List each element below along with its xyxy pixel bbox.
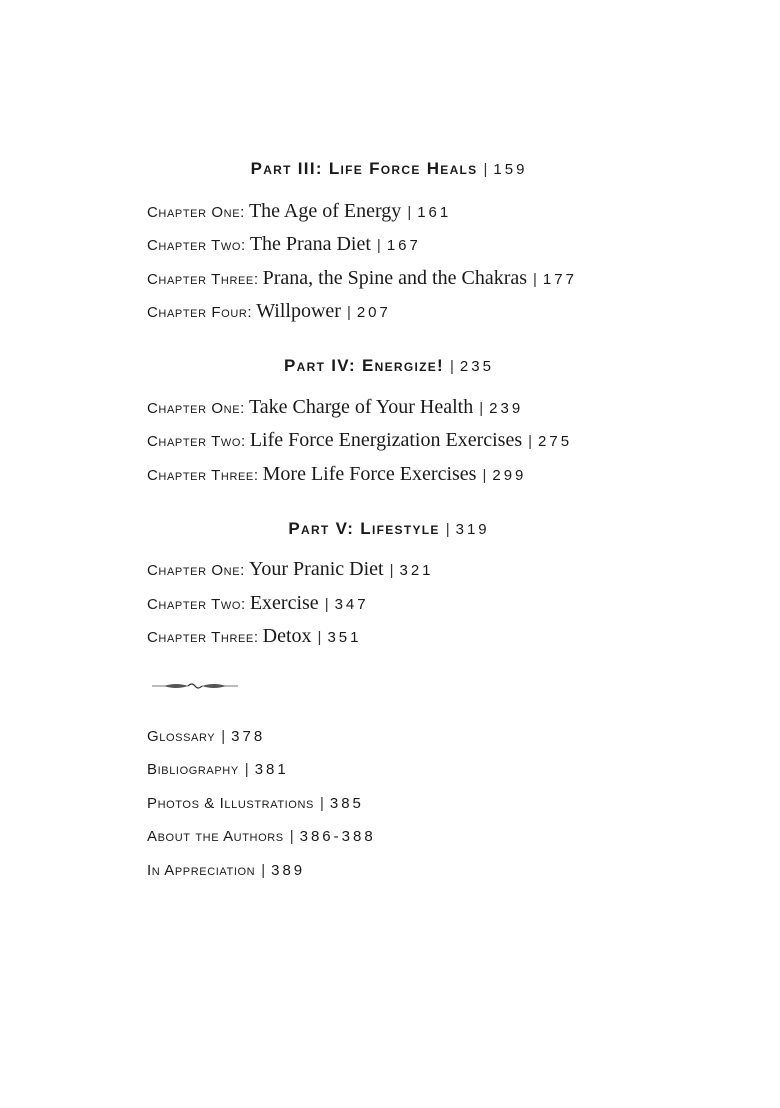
chapter-entry[interactable] [147,265,577,291]
chapter-label: Chapter Two: [147,596,246,613]
page-number: 381 [254,761,289,778]
chapter-entry[interactable] [147,298,391,324]
chapter-title: More Life Force Exercises [262,463,477,485]
chapter-title: Prana, the Spine and the Chakras [262,267,528,289]
chapter-label: Chapter One: [147,562,245,579]
separator: | [450,358,454,375]
chapter-label: Chapter Two: [147,433,246,450]
page-number: 235 [459,358,494,375]
back-matter-entry[interactable] [147,858,305,884]
chapter-entry[interactable] [147,623,361,649]
separator: | [244,761,249,778]
chapter-label: Chapter One: [147,400,245,417]
separator: | [482,467,487,484]
back-matter-title: Glossary [147,728,216,745]
separator: | [289,828,294,845]
separator: | [324,596,329,613]
back-matter-entry[interactable] [147,757,289,783]
chapter-entry[interactable] [147,427,572,453]
separator: | [346,304,351,321]
page-number: 177 [542,271,577,288]
page-number: 275 [538,433,573,450]
page-number: 207 [356,304,391,321]
chapter-title: Life Force Energization Exercises [249,429,523,451]
page-number: 167 [386,237,421,254]
chapter-entry[interactable] [147,556,434,582]
page-number: 389 [271,862,306,879]
back-matter-title: In Appreciation [147,862,256,879]
separator: | [533,271,537,288]
part-title: Part III: Life Force Heals [250,159,478,178]
chapter-title: The Prana Diet [249,233,371,255]
chapter-label: Chapter Three: [147,629,259,646]
chapter-entry[interactable] [147,461,526,487]
chapter-entry[interactable] [147,198,451,224]
separator: | [317,629,322,646]
chapter-title: Exercise [249,592,319,614]
chapter-title: The Age of Energy [248,200,402,222]
separator: | [483,161,488,178]
page-number: 347 [334,596,369,613]
separator: | [479,400,484,417]
page-number: 378 [231,728,266,745]
chapter-title: Detox [262,625,312,647]
separator: | [376,237,381,254]
page-number: 319 [455,521,490,538]
chapter-label: Chapter One: [147,204,245,221]
page-number: 386-388 [299,828,376,845]
page-number: 239 [489,400,524,417]
back-matter-entry[interactable] [147,791,364,817]
back-matter-entry[interactable] [147,724,265,750]
chapter-entry[interactable] [147,590,369,616]
page-number: 161 [417,204,452,221]
separator: | [389,562,394,579]
chapter-title: Willpower [256,300,341,322]
chapter-label: Chapter Three: [147,271,259,288]
separator: | [319,795,324,812]
page-number: 159 [493,161,528,178]
back-matter-title: About the Authors [147,828,284,845]
part-title: Part V: Lifestyle [288,519,440,538]
part-heading[interactable] [0,516,778,542]
part-heading[interactable] [0,353,778,379]
separator: | [261,862,266,879]
chapter-entry[interactable] [147,231,421,257]
part-title: Part IV: Energize! [284,356,445,375]
back-matter-title: Photos & Illustrations [147,795,314,812]
page-number: 299 [492,467,527,484]
page-number: 321 [399,562,434,579]
chapter-label: Chapter Four: [147,304,253,321]
chapter-title: Your Pranic Diet [248,558,384,580]
chapter-entry[interactable] [147,394,523,420]
separator: | [528,433,533,450]
separator: | [445,521,450,538]
back-matter-title: Bibliography [147,761,239,778]
chapter-label: Chapter Two: [147,237,246,254]
chapter-title: Take Charge of Your Health [248,396,474,418]
separator: | [221,728,226,745]
part-heading[interactable] [0,156,778,182]
chapter-label: Chapter Three: [147,467,259,484]
back-matter-entry[interactable] [147,824,376,850]
page-number: 385 [329,795,364,812]
page-number: 351 [327,629,362,646]
flourish-ornament-icon [150,680,240,692]
separator: | [407,204,412,221]
